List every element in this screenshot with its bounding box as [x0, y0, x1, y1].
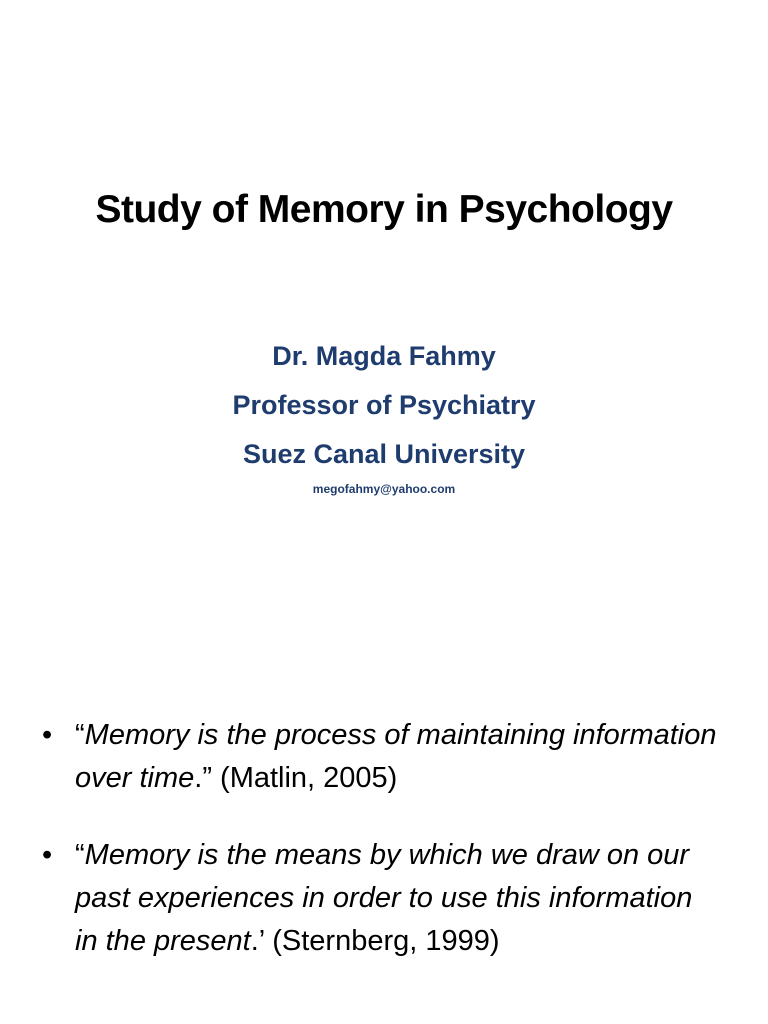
- citation: (Sternberg, 1999): [264, 925, 500, 957]
- open-quote: “: [75, 719, 85, 751]
- bullet-icon: •: [42, 839, 53, 871]
- author-email[interactable]: megofahmy@yahoo.com: [312, 482, 456, 496]
- definition-text: [75, 834, 722, 963]
- close-quote: .’: [250, 925, 265, 957]
- definition-slide: [0, 512, 768, 1024]
- open-quote: “: [75, 839, 85, 871]
- slide-title: Study of Memory in Psychology: [95, 188, 673, 231]
- author-info: [0, 332, 768, 497]
- author-institution: Suez Canal University: [242, 439, 526, 469]
- author-name: Dr. Magda Fahmy: [272, 341, 496, 371]
- definition-text: [75, 714, 722, 800]
- bullet-icon: •: [42, 719, 53, 751]
- list-item: [42, 834, 722, 963]
- list-item: [42, 714, 722, 800]
- author-position: Professor of Psychiatry: [232, 390, 536, 420]
- quote-text: Memory is the means by which we draw on our past experiences in order to use this information in the present: [75, 839, 693, 957]
- close-quote: .”: [194, 762, 212, 794]
- quote-text: Memory is the process of maintaining information over time: [75, 719, 717, 794]
- citation: (Matlin, 2005): [211, 762, 398, 794]
